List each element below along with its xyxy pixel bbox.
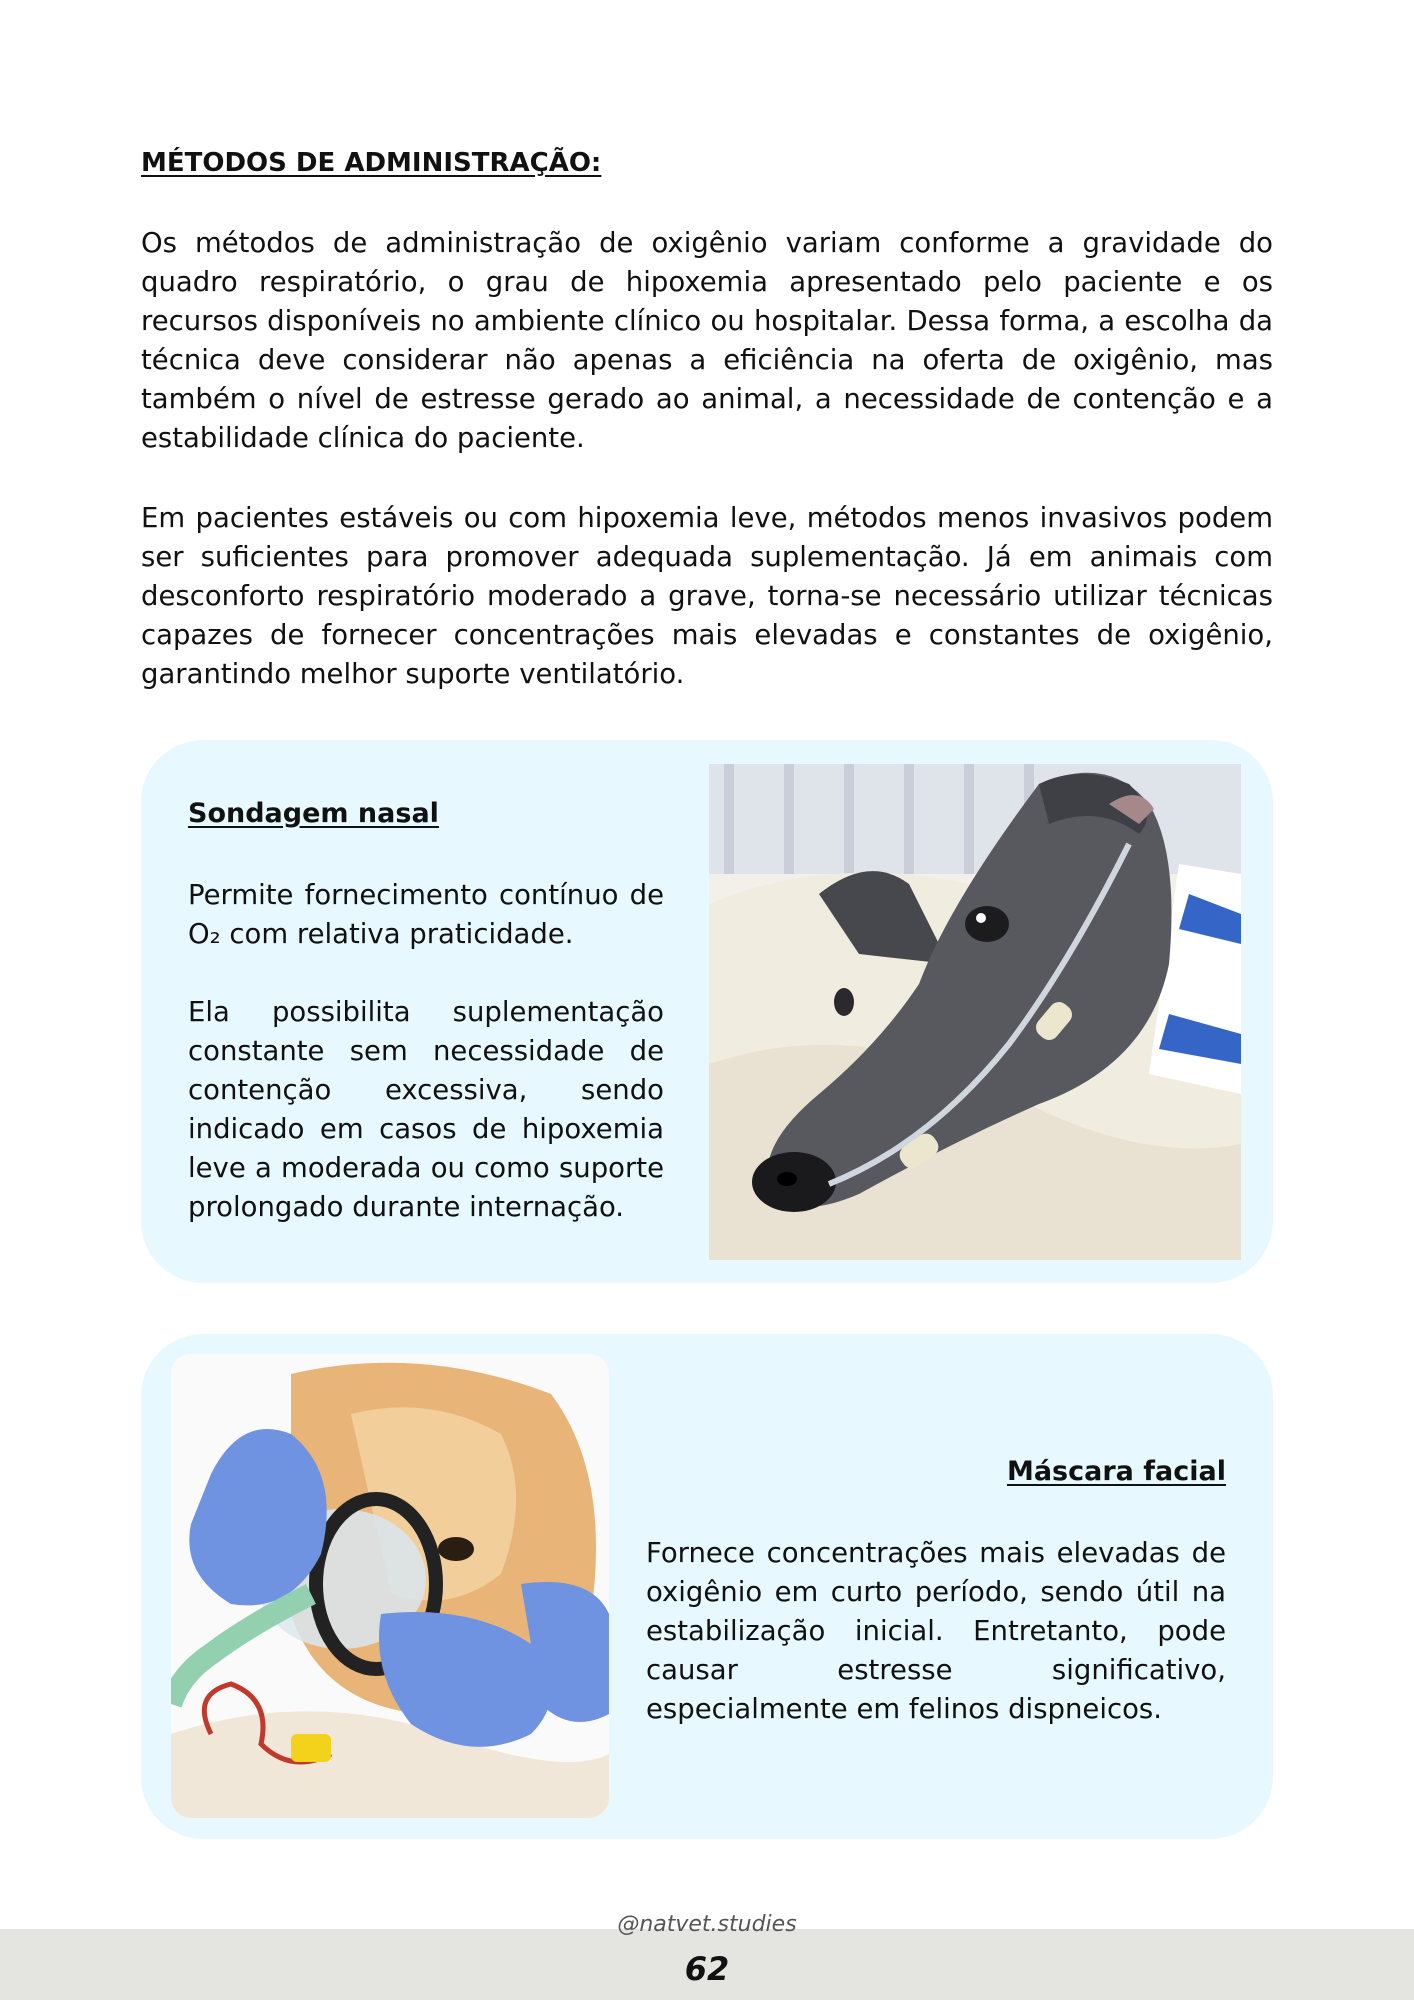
author-handle: @natvet.studies	[617, 1912, 797, 1937]
page-number: 62	[684, 1950, 730, 1988]
face-mask-paragraph: Fornece concentrações mais elevadas de oxigênio em curto período, sendo útil na estabilização inicial. Entretanto, pode causar estresse significativo, especialmente em felinos dispneicos.	[646, 1537, 1226, 1725]
greyhound-nasal-cannula-illustration	[709, 764, 1241, 1260]
nasal-probe-paragraph-1: Permite fornecimento contínuo de O₂ com relativa praticidade.	[188, 879, 664, 950]
intro-paragraph: Os métodos de administração de oxigênio variam conforme a gravidade do quadro respiratório, o grau de hipoxemia apresentado pelo paciente e os recursos disponíveis no ambiente clínico ou hospitalar. Dessa forma, a escolha da técnica deve considerar não apenas a eficiência na oferta de oxigênio, mas também o nível de estresse gerado ao animal, a necessidade de contenção e a estabilidade clínica do paciente.	[141, 227, 1273, 454]
face-mask-card	[141, 1334, 1273, 1839]
section-heading: MÉTODOS DE ADMINISTRAÇÃO:	[141, 148, 602, 178]
nasal-probe-title: Sondagem nasal	[188, 798, 439, 829]
second-paragraph: Em pacientes estáveis ou com hipoxemia leve, métodos menos invasivos podem ser suficientes para promover adequada suplementação. Já em animais com desconforto respiratório moderado a grave, torna-se necessário utilizar técnicas capazes de fornecer concentrações mais elevadas e constantes de oxigênio, garantindo melhor suporte ventilatório.	[141, 502, 1273, 690]
nasal-probe-card	[141, 740, 1273, 1283]
nasal-probe-paragraph-2: Ela possibilita suplementação constante sem necessidade de contenção excessiva, sendo indicado em casos de hipoxemia leve a moderada ou como suporte prolongado durante internação.	[188, 996, 664, 1223]
face-mask-title: Máscara facial	[1006, 1456, 1226, 1487]
dog-face-mask-illustration	[171, 1354, 609, 1818]
